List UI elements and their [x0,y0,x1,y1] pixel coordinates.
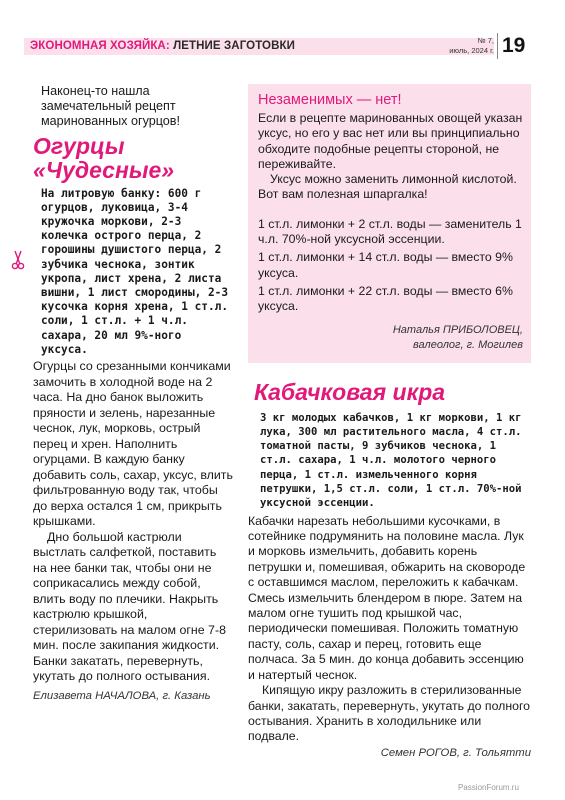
section-title [30,38,295,55]
tip-ratio-3: 1 ст.л. лимонки + 22 ст.л. воды — вместо 6% уксуса. [258,283,513,314]
tip-ratio-1: 1 ст.л. лимонки + 2 ст.л. воды — заменитель 1 ч.л. 70%-ной уксусной эссенции. [258,216,522,247]
issue-number: № 7, [477,36,494,45]
recipe-title-line2: «Чудесные» [33,156,175,183]
instructions-squash-paragraph-1: Кабачки нарезать небольшими кусочками, в сотейнике подрумянить на половине масла. Лук и морковь измельчить, добавить корень петрушки и, помешивая, обжарить на сковороде с оставшимся маслом, переложить к кабачкам. Смесь измельчить блендером в пюре. Затем на малом огне тушить под крышкой час, периодически помешивая. Положить томатную пасту, соль, сахар и перец, готовить еще полчаса. За 5 мин. до конца добавить эссенцию и натертый чеснок. [248,513,526,682]
tip-ratio-2: 1 ст.л. лимонки + 14 ст.л. воды — вместо 9% уксуса. [258,250,513,280]
watermark: PassionForum.ru [458,783,519,792]
instructions-paragraph-2: Дно большой кастрюли выстлать салфеткой, поставить на нее банки так, чтобы они не соприкасались между собой, влить воду по плечики. Накрыть кастрюлю крышкой, стерилизовать на малом огне 7-8 мин. после закипания жидкости. Банки закатать, перевернуть, укутать до полного остывания. [33,529,226,684]
header-divider [497,33,498,59]
instructions-squash-paragraph-2: Кипящую икру разложить в стерилизованные банки, закатать, перевернуть, укутать до полного остывания. Хранить в холодильнике или подвале. [248,683,531,744]
tip-text [258,111,523,203]
tip-author-role: валеолог, г. Могилев [413,338,523,351]
tip-paragraph-1: Если в рецепте маринованных овощей указан уксус, но его у вас нет или вы принципиально обходите подобные рецепты стороной, не переживайте. [258,111,523,171]
recipe-title-squash: Кабачковая икра [254,378,446,405]
ingredients-squash: 3 кг молодых кабачков, 1 кг моркови, 1 кг лука, 300 мл растительного масла, 4 ст.л. томатной пасты, 9 зубчиков чеснока, 1 ст.л. сахара, 1 ч.л. молотого черного перца, 1 ст.л. измельченного корня петрушки, 1,5 ст.л. соли, 1 ст.л. 70%-ной уксусной эссенции. [260,411,522,510]
intro-text: Наконец-то нашла замечательный рецепт маринованных огурцов! [41,84,180,129]
author-signature-right: Семен РОГОВ, г. Тольятти [380,746,531,759]
left-column [33,84,233,703]
tip-author-name: Наталья ПРИБОЛОВЕЦ, [392,323,523,336]
scissors-icon [11,250,25,270]
instructions-squash [248,514,531,745]
author-signature-left: Елизавета НАЧАЛОВА, г. Казань [33,689,211,702]
page-header [0,0,565,64]
tip-box [248,84,531,363]
tip-heading: Незаменимых — нет! [258,92,402,108]
recipe-title-cucumbers [33,134,233,182]
page-number: 19 [502,34,526,57]
tip-author [258,323,523,353]
instructions-cucumbers [33,359,233,685]
issue-info [440,36,494,56]
instructions-paragraph-1: Огурцы со срезанными кончиками замочить в холодной воде на 2 часа. На дно банок выложить пряности и зелень, нарезанные чеснок, лук, морковь, острый перец и хрен. Наполнить огурцами. В каждую банку добавить соль, сахар, уксус, влить фильтрованную воду так, чтобы до верха остался 1 см, прикрыть крышками. [33,359,233,529]
ingredients-cucumbers: На литровую банку: 600 г огурцов, луковица, 3-4 кружочка моркови, 2-3 колечка острого перца, 2 горошины душистого перца, 2 зубчика чеснока, зонтик укропа, лист хрена, 2 листа вишни, 1 лист смородины, 2-3 кусочка корня хрена, 1 ст.л. соли, 1 ст.л. + 1 ч.л. сахара, 20 мл 9%-ного уксуса. [41,186,229,356]
tip-ratios [258,217,523,315]
recipe-title-line1: Огурцы [33,132,125,159]
issue-date: июль, 2024 г. [449,46,494,55]
section-title-rest: ЛЕТНИЕ ЗАГОТОВКИ [173,40,295,52]
section-title-bold: ЭКОНОМНАЯ ХОЗЯЙКА: [30,40,170,52]
tip-paragraph-2: Уксус можно заменить лимонной кислотой. Вот вам полезная шпаргалка! [258,172,517,202]
right-column [248,84,531,759]
